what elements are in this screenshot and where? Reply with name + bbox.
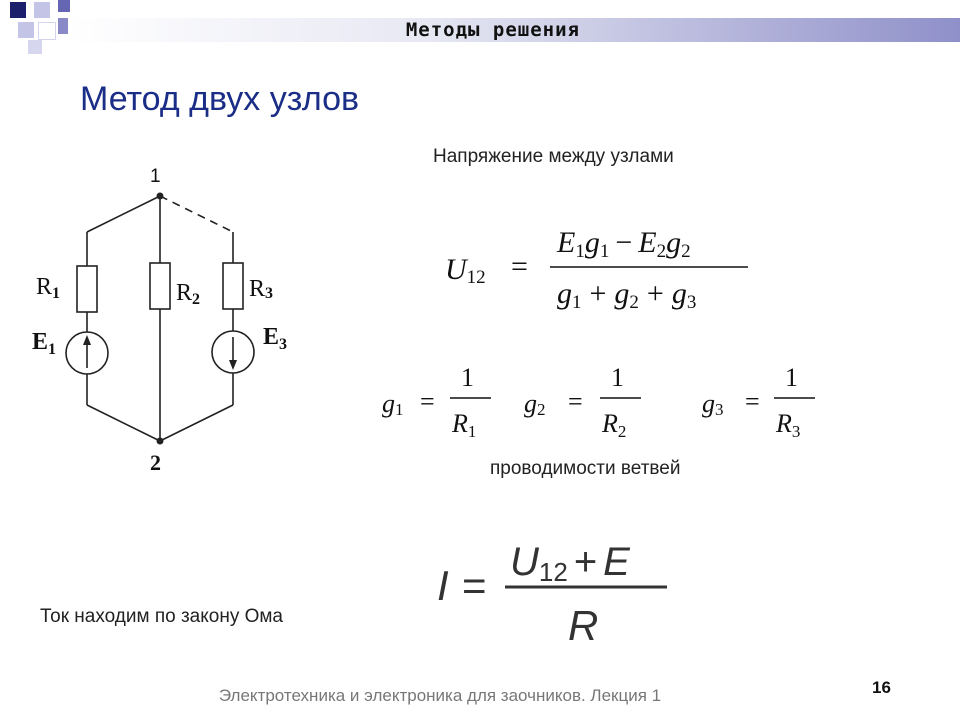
r1-label: R1 [36,274,61,302]
resistor-r3 [223,263,243,309]
current-numerator: U12 + E [510,540,630,587]
slide-title: Метод двух узлов [80,80,360,118]
current-lhs: I [437,562,449,609]
e3-label: $E_3$ [263,324,288,353]
node-1-label: 1 [150,166,161,187]
svg-text:=: = [745,387,760,416]
current-denominator: R [568,602,599,649]
node-2-dot [157,438,164,445]
svg-text:1: 1 [785,363,798,392]
wire-top-left [87,196,160,232]
conductance-caption: проводимости ветвей [490,458,681,479]
svg-text:=: = [568,387,583,416]
wire-bottom-right [160,405,233,441]
conductance-g2 [524,363,641,441]
r3-label: R3 [249,276,274,302]
u12-equals: = [511,250,528,283]
node-1-dot [157,193,164,200]
page-number: 16 [872,678,891,697]
u12-denominator: g1 + g2 + g3 [557,277,697,313]
voltage-caption: Напряжение между узлами [433,146,674,167]
e1-label: $E_1$ [32,329,57,358]
wire-top-right-dashed [160,196,233,232]
svg-text:R2: R2 [602,409,627,441]
conductance-g3 [702,363,815,441]
r2-label: R2 [176,280,201,308]
current-equals: = [462,562,487,609]
node-2-label: 2 [150,450,161,475]
resistor-r1 [77,266,97,312]
svg-text:g2: g2 [524,389,546,419]
wire-bottom-left [87,405,160,441]
svg-text:1: 1 [611,363,624,392]
arrow-head-up-icon [83,335,91,345]
conductance-g1 [382,363,491,441]
u12-numerator: E1g1 − E2g2 [557,226,691,262]
header-title: Методы решения [405,19,580,41]
ohm-caption: Ток находим по закону Ома [40,606,284,627]
svg-text:R3: R3 [776,409,801,441]
u12-lhs: U12 [445,253,486,288]
svg-text:1: 1 [461,363,474,392]
arrow-head-down-icon [229,360,237,370]
svg-text:R1: R1 [452,409,477,441]
svg-text:g3: g3 [702,389,724,419]
resistor-r2 [150,263,170,309]
svg-text:=: = [420,387,435,416]
svg-text:g1: g1 [382,389,404,419]
footer: Электротехника и электроника для заочников. Лекция 1 [218,686,662,705]
